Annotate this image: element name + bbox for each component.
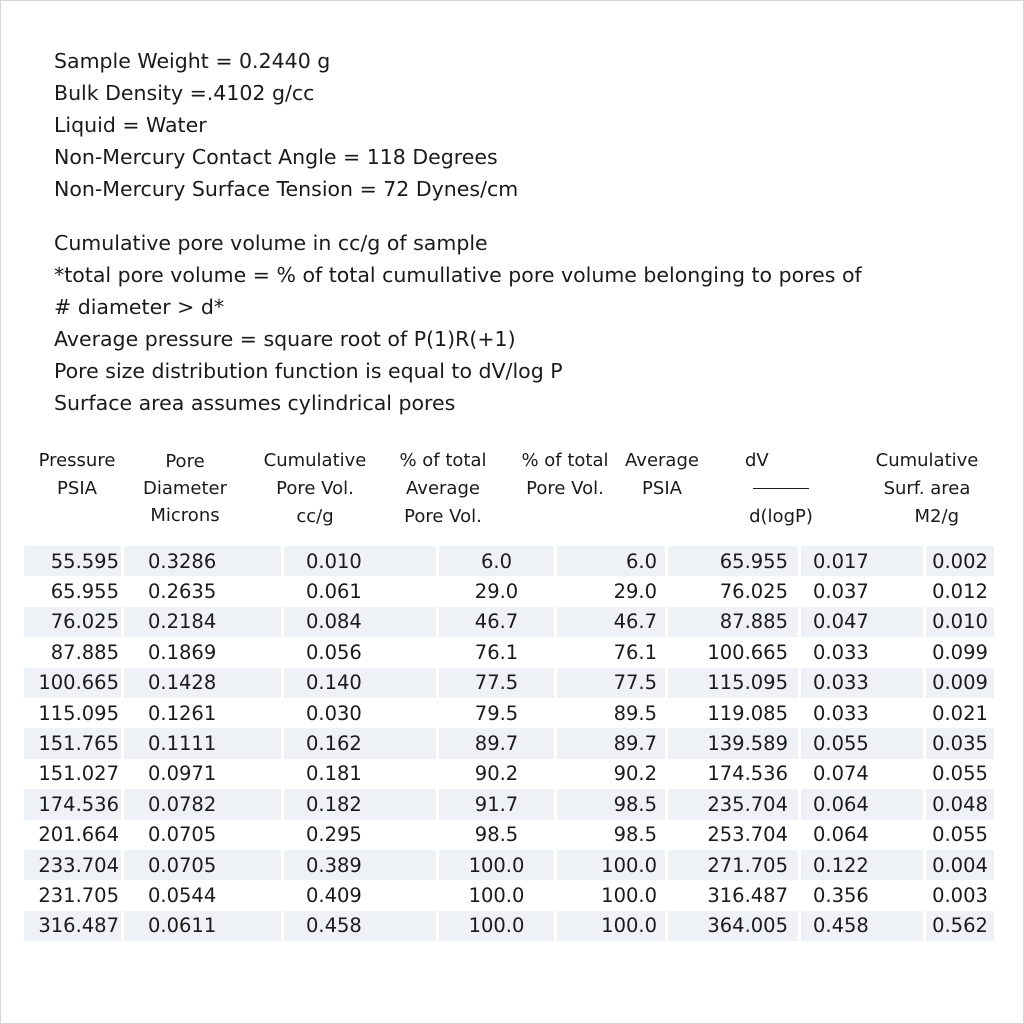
liquid-line: Liquid = Water	[54, 113, 207, 137]
cell-dv-dlogp: 0.037	[801, 576, 926, 606]
cell-pressure: 201.664	[24, 820, 124, 850]
cell-pct-total-average: 77.5	[439, 668, 557, 698]
cell-pct-total-average: 76.1	[439, 637, 557, 667]
cell-pore-diameter: 0.3286	[124, 546, 284, 576]
header-text: M2/g	[914, 506, 959, 527]
header-text: cc/g	[296, 506, 334, 527]
cell-dv-dlogp: 0.055	[801, 728, 926, 758]
cell-pore-diameter: 0.2184	[124, 607, 284, 637]
cell-pct-total-average: 46.7	[439, 607, 557, 637]
column-header-average-psia	[617, 447, 707, 503]
bulk-density-line: Bulk Density =.4102 g/cc	[54, 81, 315, 105]
header-text: Pore Vol.	[404, 506, 482, 527]
cell-average-psia: 100.665	[668, 637, 801, 667]
cell-pct-total-average: 100.0	[439, 850, 557, 880]
header-text: Cumulative	[263, 450, 367, 471]
method-notes	[54, 227, 862, 419]
cell-pct-total-pore-vol: 100.0	[557, 880, 668, 910]
cell-cumulative-surf-area: 0.099	[926, 637, 994, 667]
column-header-pore-diameter	[135, 448, 235, 529]
cell-pressure: 174.536	[24, 789, 124, 819]
cell-pressure: 115.095	[24, 698, 124, 728]
cell-pct-total-average: 89.7	[439, 728, 557, 758]
cell-pct-total-pore-vol: 100.0	[557, 850, 668, 880]
cell-cumulative-pore-vol: 0.140	[284, 668, 439, 698]
header-text: % of total	[399, 450, 487, 471]
cell-pressure: 55.595	[24, 546, 124, 576]
cell-pct-total-pore-vol: 76.1	[557, 637, 668, 667]
cell-pore-diameter: 0.0971	[124, 759, 284, 789]
cell-cumulative-surf-area: 0.048	[926, 789, 994, 819]
cell-pct-total-average: 79.5	[439, 698, 557, 728]
cell-average-psia: 364.005	[668, 911, 801, 941]
cell-cumulative-pore-vol: 0.010	[284, 546, 439, 576]
cell-pressure: 151.765	[24, 728, 124, 758]
cell-cumulative-surf-area: 0.003	[926, 880, 994, 910]
header-text: Pressure	[38, 450, 116, 471]
header-text: Diameter	[142, 478, 228, 499]
table-row	[24, 668, 994, 698]
cell-cumulative-surf-area: 0.035	[926, 728, 994, 758]
cell-cumulative-pore-vol: 0.061	[284, 576, 439, 606]
cell-dv-dlogp: 0.074	[801, 759, 926, 789]
cell-cumulative-surf-area: 0.562	[926, 911, 994, 941]
cell-pct-total-pore-vol: 29.0	[557, 576, 668, 606]
header-text: Average	[406, 478, 480, 499]
cell-pct-total-average: 6.0	[439, 546, 557, 576]
note-line: Pore size distribution function is equal to dV/log P	[54, 359, 563, 383]
sample-weight-line: Sample Weight = 0.2440 g	[54, 49, 331, 73]
cell-cumulative-pore-vol: 0.389	[284, 850, 439, 880]
cell-pressure: 65.955	[24, 576, 124, 606]
cell-average-psia: 235.704	[668, 789, 801, 819]
cell-pore-diameter: 0.0611	[124, 911, 284, 941]
cell-average-psia: 115.095	[668, 668, 801, 698]
column-header-pct-total-pore-vol	[515, 447, 615, 503]
cell-pressure: 100.665	[24, 668, 124, 698]
cell-cumulative-surf-area: 0.010	[926, 607, 994, 637]
cell-average-psia: 271.705	[668, 850, 801, 880]
table-row	[24, 698, 994, 728]
header-text: Pore Vol.	[526, 478, 604, 499]
cell-cumulative-surf-area: 0.004	[926, 850, 994, 880]
table-row	[24, 820, 994, 850]
cell-pore-diameter: 0.0705	[124, 820, 284, 850]
cell-cumulative-surf-area: 0.012	[926, 576, 994, 606]
cell-pore-diameter: 0.2635	[124, 576, 284, 606]
cell-dv-dlogp: 0.122	[801, 850, 926, 880]
header-text: Surf. area	[883, 478, 971, 499]
cell-pct-total-pore-vol: 89.7	[557, 728, 668, 758]
cell-cumulative-surf-area: 0.055	[926, 759, 994, 789]
cell-pore-diameter: 0.0544	[124, 880, 284, 910]
cell-cumulative-pore-vol: 0.409	[284, 880, 439, 910]
cell-pct-total-pore-vol: 46.7	[557, 607, 668, 637]
cell-dv-dlogp: 0.017	[801, 546, 926, 576]
cell-cumulative-surf-area: 0.021	[926, 698, 994, 728]
cell-average-psia: 65.955	[668, 546, 801, 576]
column-header-cumulative-surf-area	[865, 447, 989, 531]
table-header	[1, 447, 1024, 537]
note-line: Surface area assumes cylindrical pores	[54, 391, 456, 415]
cell-pct-total-average: 100.0	[439, 880, 557, 910]
cell-cumulative-pore-vol: 0.295	[284, 820, 439, 850]
cell-pct-total-average: 90.2	[439, 759, 557, 789]
cell-pore-diameter: 0.1261	[124, 698, 284, 728]
cell-average-psia: 119.085	[668, 698, 801, 728]
cell-cumulative-pore-vol: 0.162	[284, 728, 439, 758]
contact-angle-line: Non-Mercury Contact Angle = 118 Degrees	[54, 145, 498, 169]
header-text: Cumulative	[875, 450, 979, 471]
cell-pressure: 233.704	[24, 850, 124, 880]
cell-pct-total-pore-vol: 90.2	[557, 759, 668, 789]
cell-cumulative-pore-vol: 0.181	[284, 759, 439, 789]
cell-pct-total-pore-vol: 89.5	[557, 698, 668, 728]
table-row	[24, 850, 994, 880]
note-line: Average pressure = square root of P(1)R(+1)	[54, 327, 516, 351]
column-header-dv-dlogp	[729, 447, 833, 531]
table-row	[24, 728, 994, 758]
note-line: Cumulative pore volume in cc/g of sample	[54, 231, 488, 255]
cell-average-psia: 139.589	[668, 728, 801, 758]
header-text: % of total	[521, 450, 609, 471]
cell-pressure: 151.027	[24, 759, 124, 789]
table-row	[24, 759, 994, 789]
cell-dv-dlogp: 0.033	[801, 637, 926, 667]
table-row	[24, 546, 994, 576]
cell-pressure: 76.025	[24, 607, 124, 637]
header-text: PSIA	[57, 478, 97, 499]
cell-cumulative-pore-vol: 0.458	[284, 911, 439, 941]
cell-pore-diameter: 0.0782	[124, 789, 284, 819]
cell-cumulative-surf-area: 0.055	[926, 820, 994, 850]
cell-cumulative-pore-vol: 0.182	[284, 789, 439, 819]
table-row	[24, 880, 994, 910]
cell-pressure: 316.487	[24, 911, 124, 941]
table-row	[24, 911, 994, 941]
column-header-pressure	[37, 447, 117, 503]
cell-pressure: 231.705	[24, 880, 124, 910]
header-text: PSIA	[642, 478, 682, 499]
cell-pct-total-pore-vol: 100.0	[557, 911, 668, 941]
cell-dv-dlogp: 0.458	[801, 911, 926, 941]
cell-pore-diameter: 0.0705	[124, 850, 284, 880]
pore-data-table	[24, 546, 994, 941]
cell-dv-dlogp: 0.064	[801, 789, 926, 819]
cell-pct-total-average: 98.5	[439, 820, 557, 850]
table-row	[24, 576, 994, 606]
cell-pct-total-average: 100.0	[439, 911, 557, 941]
cell-average-psia: 253.704	[668, 820, 801, 850]
header-text: Average	[625, 450, 699, 471]
cell-dv-dlogp: 0.356	[801, 880, 926, 910]
dv-denominator: d(logP)	[749, 506, 813, 527]
cell-pore-diameter: 0.1428	[124, 668, 284, 698]
cell-cumulative-surf-area: 0.002	[926, 546, 994, 576]
cell-pressure: 87.885	[24, 637, 124, 667]
sample-parameters	[54, 45, 518, 205]
cell-average-psia: 76.025	[668, 576, 801, 606]
cell-cumulative-pore-vol: 0.056	[284, 637, 439, 667]
column-header-pct-total-average	[387, 447, 499, 531]
cell-cumulative-pore-vol: 0.030	[284, 698, 439, 728]
surface-tension-line: Non-Mercury Surface Tension = 72 Dynes/cm	[54, 177, 519, 201]
note-line: *total pore volume = % of total cumullative pore volume belonging to pores of	[54, 263, 862, 287]
cell-dv-dlogp: 0.033	[801, 698, 926, 728]
cell-pct-total-pore-vol: 98.5	[557, 820, 668, 850]
cell-pct-total-average: 91.7	[439, 789, 557, 819]
note-line: # diameter > d*	[54, 295, 225, 319]
cell-pore-diameter: 0.1111	[124, 728, 284, 758]
cell-dv-dlogp: 0.047	[801, 607, 926, 637]
fraction-bar	[753, 488, 809, 489]
dv-numerator: dV	[745, 450, 769, 471]
cell-average-psia: 174.536	[668, 759, 801, 789]
cell-pct-total-average: 29.0	[439, 576, 557, 606]
table-row	[24, 607, 994, 637]
table-row	[24, 789, 994, 819]
cell-dv-dlogp: 0.064	[801, 820, 926, 850]
header-text: Pore Vol.	[276, 478, 354, 499]
column-header-cumulative-pore-vol	[259, 447, 371, 531]
cell-dv-dlogp: 0.033	[801, 668, 926, 698]
cell-average-psia: 87.885	[668, 607, 801, 637]
cell-pct-total-pore-vol: 77.5	[557, 668, 668, 698]
cell-cumulative-pore-vol: 0.084	[284, 607, 439, 637]
cell-pore-diameter: 0.1869	[124, 637, 284, 667]
cell-cumulative-surf-area: 0.009	[926, 668, 994, 698]
header-text: Pore	[165, 451, 205, 472]
cell-pct-total-pore-vol: 6.0	[557, 546, 668, 576]
cell-average-psia: 316.487	[668, 880, 801, 910]
table-row	[24, 637, 994, 667]
cell-pct-total-pore-vol: 98.5	[557, 789, 668, 819]
header-text: Microns	[150, 505, 220, 526]
